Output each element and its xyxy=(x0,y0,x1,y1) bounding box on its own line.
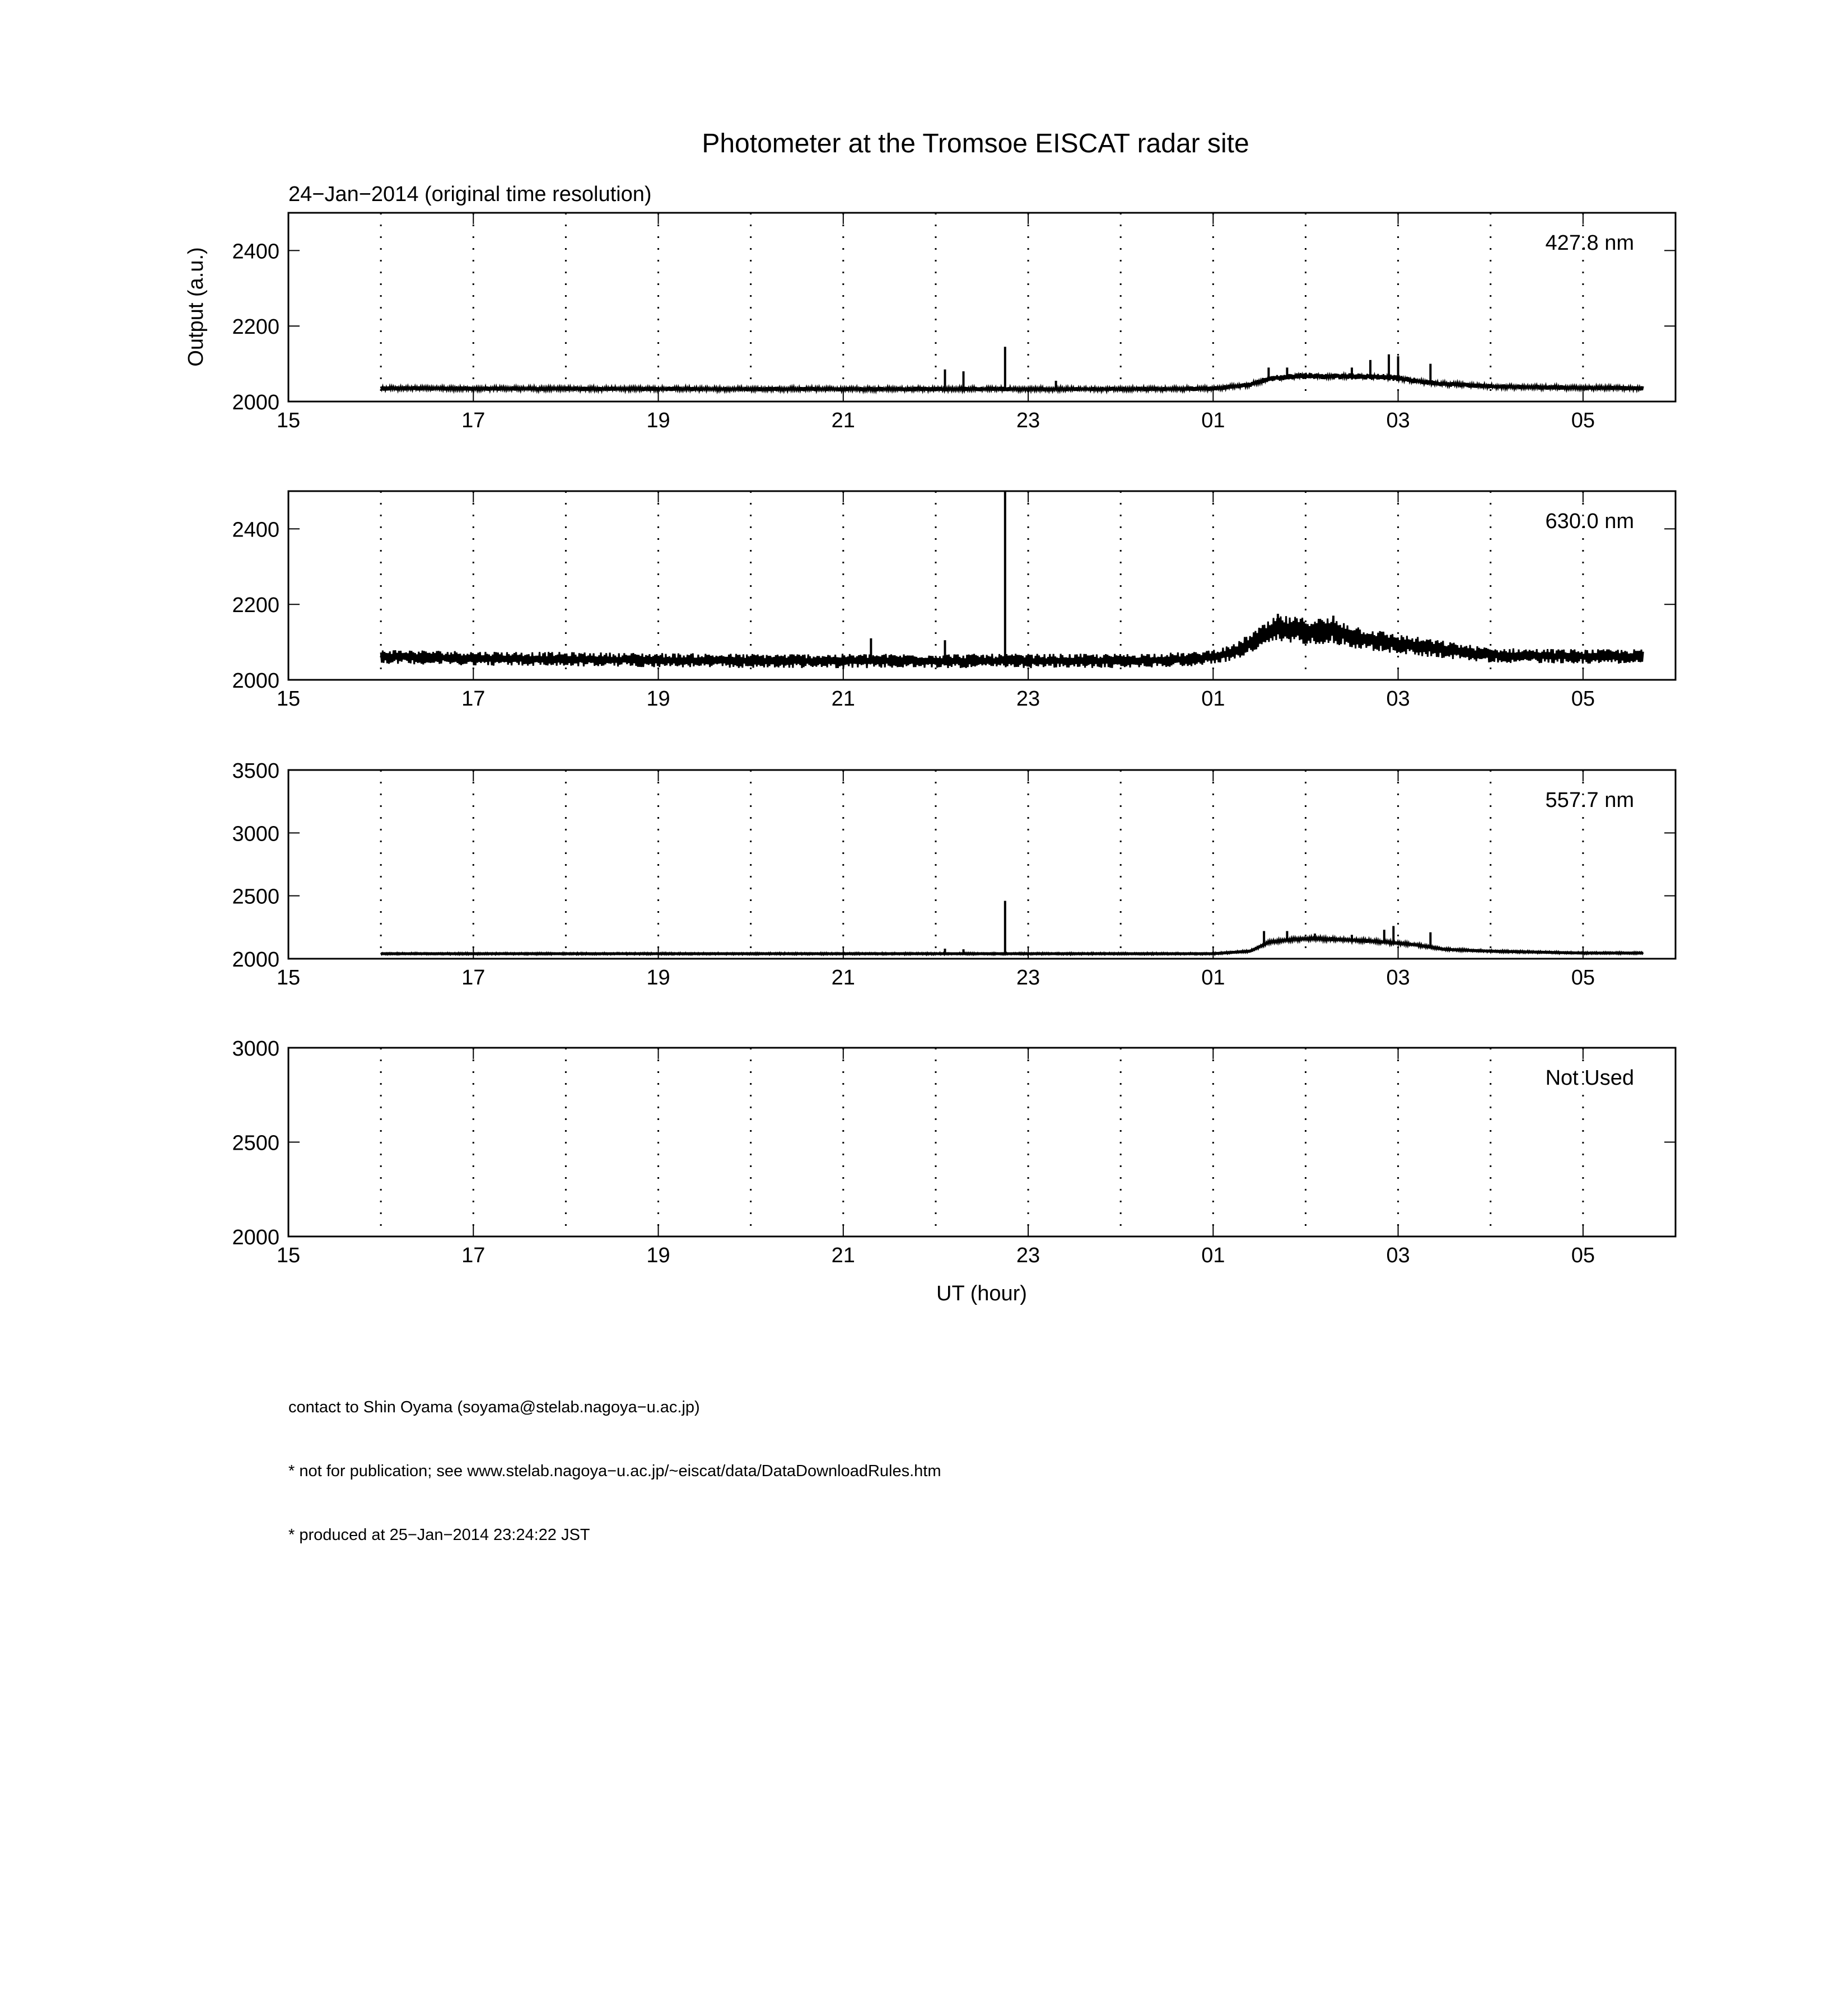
panel-2 xyxy=(232,491,1676,711)
x-tick-label: 23 xyxy=(1016,687,1040,711)
x-tick-label: 03 xyxy=(1386,1244,1410,1267)
series-trend xyxy=(381,939,1643,954)
figure-subtitle: 24−Jan−2014 (original time resolution) xyxy=(288,183,652,206)
x-tick-label: 23 xyxy=(1016,1244,1040,1267)
x-tick-label: 19 xyxy=(646,687,670,711)
x-tick-label: 01 xyxy=(1201,1244,1225,1267)
y-axis-label: Output (a.u.) xyxy=(184,247,208,367)
x-tick-label: 21 xyxy=(831,1244,855,1267)
x-tick-label: 23 xyxy=(1016,409,1040,432)
y-tick-label: 2000 xyxy=(232,391,279,414)
x-tick-label: 01 xyxy=(1201,966,1225,990)
y-tick-label: 2000 xyxy=(232,948,279,972)
x-tick-label: 15 xyxy=(276,966,301,990)
y-tick-label: 3000 xyxy=(232,822,279,846)
x-tick-label: 21 xyxy=(831,687,855,711)
x-tick-label: 05 xyxy=(1571,409,1595,432)
x-tick-label: 05 xyxy=(1571,1244,1595,1267)
figure-title: Photometer at the Tromsoe EISCAT radar site xyxy=(702,129,1249,158)
x-tick-label: 03 xyxy=(1386,409,1410,432)
x-tick-label: 21 xyxy=(831,409,855,432)
footer-contact: contact to Shin Oyama (soyama@stelab.nagoya−u.ac.jp) xyxy=(288,1398,700,1416)
x-tick-label: 17 xyxy=(461,966,486,990)
wavelength-label: 427.8 nm xyxy=(1545,231,1634,255)
series-line xyxy=(381,937,1643,955)
x-tick-label: 15 xyxy=(276,687,301,711)
wavelength-label: 630.0 nm xyxy=(1545,510,1634,533)
panel-1 xyxy=(232,213,1676,432)
x-tick-label: 17 xyxy=(461,687,486,711)
x-tick-label: 19 xyxy=(646,966,670,990)
x-tick-label: 15 xyxy=(276,409,301,432)
footer-notes xyxy=(288,1354,941,1588)
x-tick-label: 17 xyxy=(461,409,486,432)
x-tick-label: 19 xyxy=(646,409,670,432)
footer-produced: * produced at 25−Jan−2014 23:24:22 JST xyxy=(288,1526,590,1544)
footer-rules: * not for publication; see www.stelab.nagoya−u.ac.jp/~eiscat/data/DataDownloadRules.htm xyxy=(288,1462,941,1480)
x-tick-label: 19 xyxy=(646,1244,670,1267)
x-tick-label: 01 xyxy=(1201,687,1225,711)
y-tick-label: 2200 xyxy=(232,594,279,618)
y-tick-label: 2500 xyxy=(232,1131,279,1155)
y-tick-label: 2400 xyxy=(232,518,279,542)
plot-frame xyxy=(288,1048,1676,1236)
x-tick-label: 23 xyxy=(1016,966,1040,990)
y-tick-label: 2000 xyxy=(232,669,279,693)
y-tick-label: 2200 xyxy=(232,315,279,339)
panel-4 xyxy=(232,1037,1676,1267)
plot-frame xyxy=(288,770,1676,959)
y-tick-label: 3000 xyxy=(232,1037,279,1061)
x-tick-label: 17 xyxy=(461,1244,486,1267)
y-tick-label: 3500 xyxy=(232,759,279,783)
y-tick-label: 2400 xyxy=(232,240,279,264)
x-tick-label: 03 xyxy=(1386,687,1410,711)
y-tick-label: 2000 xyxy=(232,1226,279,1249)
plot-frame xyxy=(288,213,1676,402)
x-tick-label: 21 xyxy=(831,966,855,990)
x-tick-label: 05 xyxy=(1571,687,1595,711)
x-axis-label: UT (hour) xyxy=(936,1282,1027,1305)
y-tick-label: 2500 xyxy=(232,885,279,909)
x-tick-label: 03 xyxy=(1386,966,1410,990)
wavelength-label: Not Used xyxy=(1545,1066,1634,1090)
x-tick-label: 05 xyxy=(1571,966,1595,990)
wavelength-label: 557.7 nm xyxy=(1545,788,1634,812)
panel-3 xyxy=(232,759,1676,990)
x-tick-label: 01 xyxy=(1201,409,1225,432)
x-tick-label: 15 xyxy=(276,1244,301,1267)
